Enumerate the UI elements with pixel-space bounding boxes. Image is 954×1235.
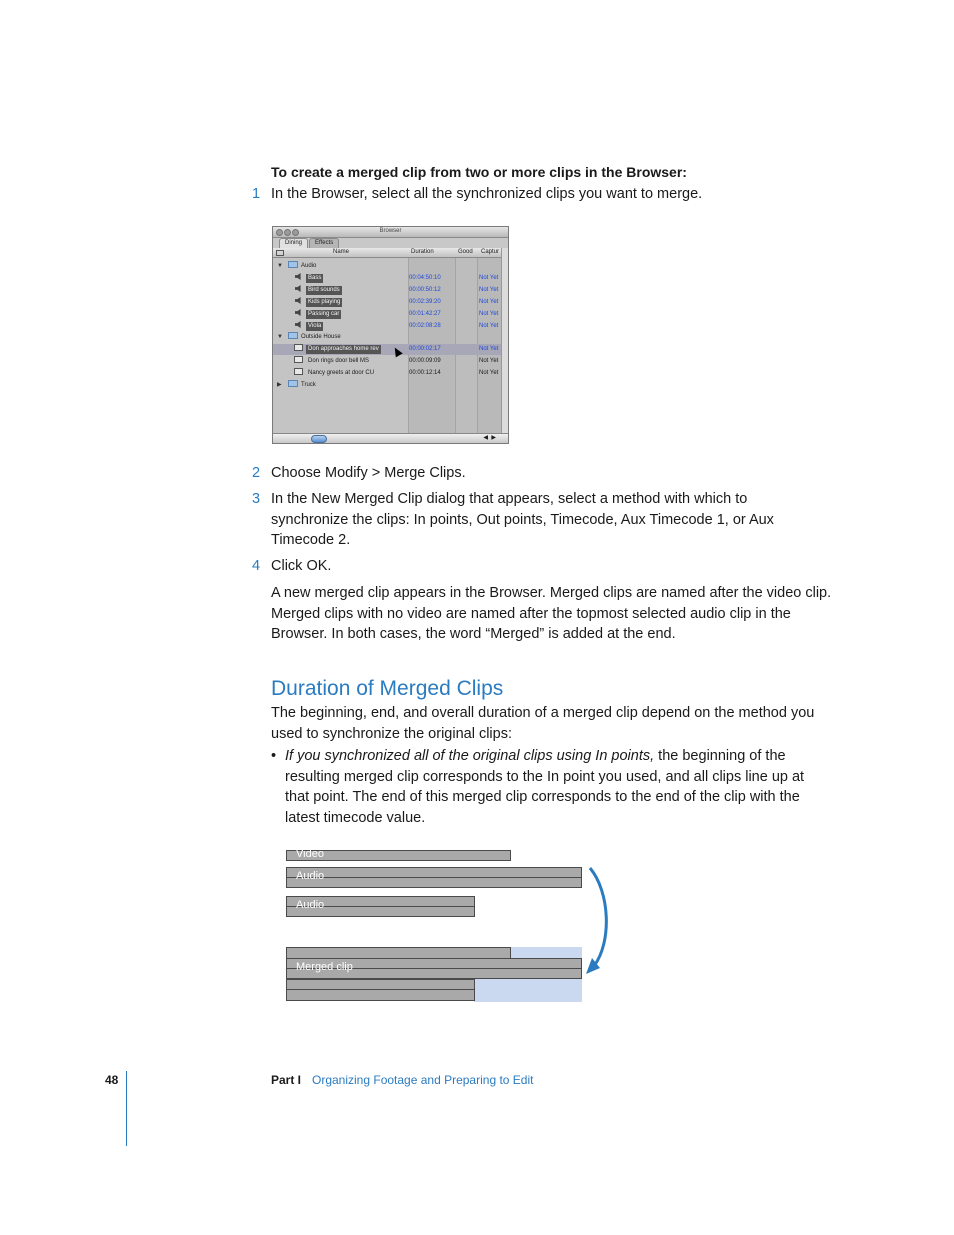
speaker-icon bbox=[295, 309, 302, 316]
bullet-line bbox=[285, 746, 786, 767]
curved-arrow-icon bbox=[582, 862, 622, 982]
bullet-line: resulting merged clip corresponds to the In point you used, and all clips line up at bbox=[285, 768, 805, 785]
item-capture: Not Yet bbox=[479, 311, 499, 317]
list-item[interactable]: ▼ Outside House bbox=[273, 332, 508, 343]
bullet-line: that point. The end of this merged clip corresponds to the end of the clip with the bbox=[285, 789, 800, 805]
page-number: 48 bbox=[105, 1073, 119, 1087]
item-capture: Not Yet bbox=[479, 287, 499, 293]
item-name: Don approaches home rev bbox=[308, 346, 379, 352]
column-capture[interactable]: Captur bbox=[481, 249, 500, 255]
item-name: Truck bbox=[301, 382, 316, 388]
item-duration: 00:01:42:27 bbox=[409, 311, 441, 317]
result-paragraph bbox=[271, 583, 841, 645]
step-number: 1 bbox=[252, 186, 261, 202]
item-name: Nancy greets at door CU bbox=[308, 370, 375, 376]
paragraph-line: Browser. In both cases, the word “Merged” is added at the end. bbox=[271, 626, 676, 642]
step-3 bbox=[252, 489, 852, 551]
procedure-heading: To create a merged clip from two or more clips in the Browser: bbox=[271, 164, 687, 180]
list-item[interactable] bbox=[273, 297, 508, 308]
list-item[interactable]: ▼ Audio bbox=[273, 261, 508, 272]
step-text-line: Timecode 2. bbox=[271, 532, 351, 548]
item-duration: 00:02:08:28 bbox=[409, 323, 441, 329]
paragraph-line: A new merged clip appears in the Browser. Merged clips are named after the video clip. bbox=[271, 585, 832, 601]
folder-icon bbox=[288, 332, 298, 339]
column-header bbox=[273, 248, 508, 258]
tab-effects[interactable]: Effects bbox=[309, 238, 339, 248]
list-item[interactable] bbox=[273, 285, 508, 296]
item-name: Bass bbox=[308, 275, 322, 281]
speaker-icon bbox=[295, 273, 302, 280]
paragraph-line: The beginning, end, and overall duration of a merged clip depend on the method you bbox=[271, 705, 815, 721]
bullet-marker: • bbox=[271, 748, 277, 764]
item-name: Passing car bbox=[308, 311, 340, 317]
folder-icon bbox=[288, 380, 298, 387]
footer-part: Part I bbox=[271, 1073, 302, 1087]
item-name: Audio bbox=[301, 263, 317, 269]
step-number: 3 bbox=[252, 491, 261, 507]
audio-bar-1-lower bbox=[286, 877, 582, 888]
item-capture: Not Yet bbox=[479, 299, 499, 305]
list-item[interactable]: ▶ Truck bbox=[273, 380, 508, 391]
item-duration: 00:02:39:20 bbox=[409, 299, 441, 305]
vertical-scrollbar[interactable] bbox=[501, 248, 508, 436]
clip-icon bbox=[294, 368, 303, 375]
item-capture: Not Yet bbox=[479, 323, 499, 329]
list-item[interactable] bbox=[273, 321, 508, 332]
scroll-thumb[interactable] bbox=[311, 435, 327, 443]
section-intro bbox=[271, 703, 841, 744]
merged-audio-track-2-lower bbox=[286, 989, 475, 1001]
item-duration: 00:00:02:17 bbox=[409, 346, 441, 352]
merged-gap-audio bbox=[474, 979, 582, 1002]
step-2 bbox=[252, 463, 852, 483]
step-text-line: synchronize the clips: In points, Out points, Timecode, Aux Timecode 1, or Aux bbox=[271, 511, 774, 528]
item-capture: Not Yet bbox=[479, 275, 499, 281]
scroll-left-arrow-icon[interactable]: ◀ bbox=[483, 435, 488, 441]
list-item[interactable] bbox=[273, 309, 508, 320]
clip-icon bbox=[294, 356, 303, 363]
bullet-italic: If you synchronized all of the original clips using In points, bbox=[285, 748, 655, 764]
item-duration: 00:00:50:12 bbox=[409, 287, 441, 293]
column-name[interactable]: Name bbox=[333, 249, 350, 255]
browser-title: Browser bbox=[379, 228, 402, 234]
footer-rule bbox=[126, 1071, 127, 1146]
audio-label-2: Audio bbox=[296, 899, 325, 911]
item-duration: 00:00:12:14 bbox=[409, 370, 441, 376]
item-capture: Not Yet bbox=[479, 370, 499, 376]
video-label: Video bbox=[296, 848, 324, 860]
section-title: Duration of Merged Clips bbox=[271, 677, 504, 700]
step-4 bbox=[252, 556, 852, 576]
tab-dining[interactable]: Dining bbox=[279, 238, 308, 248]
scroll-right-arrow-icon[interactable]: ▶ bbox=[491, 435, 496, 441]
folder-icon bbox=[288, 261, 298, 268]
step-number: 4 bbox=[252, 558, 261, 574]
speaker-icon bbox=[295, 285, 302, 292]
item-name: Outside House bbox=[301, 334, 341, 340]
folder-up-icon[interactable] bbox=[276, 250, 284, 256]
browser-window bbox=[272, 226, 509, 444]
column-good[interactable]: Good bbox=[458, 249, 473, 255]
item-name: Bird sounds bbox=[308, 287, 340, 293]
paragraph-line: used to synchronize the original clips: bbox=[271, 725, 512, 742]
list-item[interactable] bbox=[273, 356, 508, 367]
bullet-text: the beginning of the bbox=[654, 748, 786, 764]
item-capture: Not Yet bbox=[479, 358, 499, 364]
step-text: Click OK. bbox=[271, 558, 332, 574]
audio-label-1: Audio bbox=[296, 870, 325, 882]
column-duration[interactable]: Duration bbox=[411, 249, 434, 255]
step-text: Choose Modify > Merge Clips. bbox=[271, 465, 466, 481]
speaker-icon bbox=[295, 297, 302, 304]
merged-clip-label: Merged clip bbox=[296, 961, 353, 973]
horizontal-scrollbar[interactable] bbox=[273, 433, 508, 443]
item-name: Kids playing bbox=[308, 299, 341, 305]
clip-icon bbox=[294, 344, 303, 351]
step-text: In the Browser, select all the synchronized clips you want to merge. bbox=[271, 186, 703, 202]
item-duration: 00:04:50:10 bbox=[409, 275, 441, 281]
step-number: 2 bbox=[252, 465, 261, 481]
browser-titlebar bbox=[273, 227, 508, 238]
item-capture: Not Yet bbox=[479, 346, 499, 352]
bullet-line: latest timecode value. bbox=[285, 809, 426, 826]
item-duration: 00:00:09:09 bbox=[409, 358, 441, 364]
step-text-line: In the New Merged Clip dialog that appears, select a method with which to bbox=[271, 491, 748, 507]
list-item[interactable] bbox=[273, 368, 508, 379]
footer-part-title[interactable]: Organizing Footage and Preparing to Edit bbox=[312, 1073, 534, 1087]
speaker-icon bbox=[295, 321, 302, 328]
list-item[interactable] bbox=[273, 273, 508, 284]
item-name: Don rings door bell MS bbox=[308, 358, 370, 364]
paragraph-line: Merged clips with no video are named after the topmost selected audio clip in the bbox=[271, 605, 791, 622]
item-name: Viola bbox=[308, 323, 322, 329]
